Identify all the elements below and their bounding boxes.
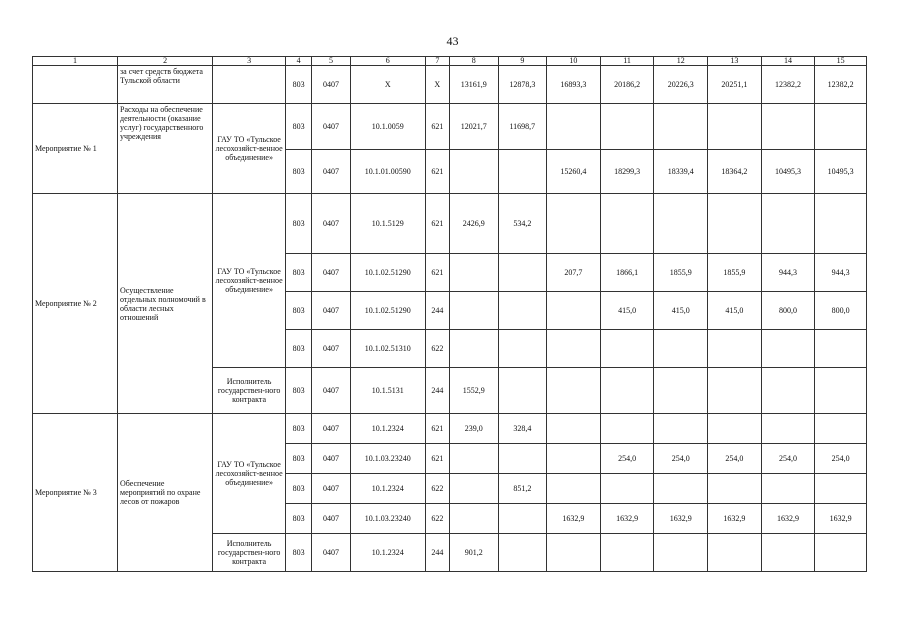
value-cell: 12021,7 — [449, 104, 498, 150]
value-cell: 1632,9 — [600, 504, 654, 534]
value-cell: 1632,9 — [761, 504, 815, 534]
value-cell — [654, 368, 708, 414]
value-cell — [654, 534, 708, 572]
column-header: 13 — [708, 57, 762, 66]
value-cell — [815, 368, 867, 414]
value-cell — [449, 292, 498, 330]
value-cell — [815, 534, 867, 572]
event3-executor-cell: ГАУ ТО «Тульское лесохозяйст-венное объединение» — [213, 414, 286, 534]
cell-c7: 622 — [425, 330, 449, 368]
value-cell: 207,7 — [547, 254, 601, 292]
event1-name-cell: Мероприятие № 1 — [33, 104, 118, 194]
cell-c5: 0407 — [312, 504, 350, 534]
value-cell — [449, 504, 498, 534]
value-cell: 944,3 — [815, 254, 867, 292]
value-cell — [761, 194, 815, 254]
cell-c6: 10.1.5131 — [350, 368, 425, 414]
value-cell: 20251,1 — [708, 66, 762, 104]
column-header: 14 — [761, 57, 815, 66]
column-header: 2 — [118, 57, 213, 66]
column-header: 11 — [600, 57, 654, 66]
cell-c7: 621 — [425, 104, 449, 150]
event3-executor2-cell: Исполнитель государствен-ного контракта — [213, 534, 286, 572]
cell-c7: 244 — [425, 368, 449, 414]
cell-c5: 0407 — [312, 368, 350, 414]
event2-executor2-cell: Исполнитель государствен-ного контракта — [213, 368, 286, 414]
value-cell — [600, 330, 654, 368]
cell-c5: 0407 — [312, 444, 350, 474]
value-cell: 12382,2 — [761, 66, 815, 104]
cell-c5: 0407 — [312, 254, 350, 292]
page-number: 43 — [446, 34, 459, 48]
event3-name-cell: Мероприятие № 3 — [33, 414, 118, 572]
column-header: 6 — [350, 57, 425, 66]
value-cell: 18339,4 — [654, 150, 708, 194]
value-cell — [761, 104, 815, 150]
cell-c4: 803 — [286, 150, 312, 194]
value-cell: 1855,9 — [654, 254, 708, 292]
value-cell: 254,0 — [761, 444, 815, 474]
value-cell: 12382,2 — [815, 66, 867, 104]
cell-c7: 621 — [425, 444, 449, 474]
value-cell: 851,2 — [498, 474, 547, 504]
cell-c7: 621 — [425, 254, 449, 292]
value-cell: 10495,3 — [761, 150, 815, 194]
column-header: 10 — [547, 57, 601, 66]
cell-c6: 10.1.0059 — [350, 104, 425, 150]
cell-c6: 10.1.02.51290 — [350, 292, 425, 330]
value-cell — [498, 150, 547, 194]
cell-c7: 621 — [425, 414, 449, 444]
value-cell: 15260,4 — [547, 150, 601, 194]
value-cell — [708, 534, 762, 572]
cell-c6: 10.1.02.51310 — [350, 330, 425, 368]
table-row — [33, 194, 867, 254]
cell-c5: 0407 — [312, 150, 350, 194]
event2-name-cell: Мероприятие № 2 — [33, 194, 118, 414]
value-cell: 20226,3 — [654, 66, 708, 104]
event1-desc-cell: Расходы на обеспечение деятельности (оказание услуг) государственного учреждения — [118, 104, 213, 194]
event1-executor-cell: ГАУ ТО «Тульское лесохозяйст-венное объединение» — [213, 104, 286, 194]
column-header: 3 — [213, 57, 286, 66]
value-cell — [708, 414, 762, 444]
value-cell: 944,3 — [761, 254, 815, 292]
cell-c4: 803 — [286, 414, 312, 444]
value-cell — [547, 292, 601, 330]
value-cell — [654, 414, 708, 444]
cell-c4: 803 — [286, 194, 312, 254]
value-cell: 1552,9 — [449, 368, 498, 414]
value-cell — [547, 414, 601, 444]
value-cell: 2426,9 — [449, 194, 498, 254]
value-cell — [761, 534, 815, 572]
value-cell: 1866,1 — [600, 254, 654, 292]
value-cell: 415,0 — [654, 292, 708, 330]
cell-c7: 622 — [425, 474, 449, 504]
value-cell — [498, 444, 547, 474]
cell-c7: 622 — [425, 504, 449, 534]
cell-c4: 803 — [286, 66, 312, 104]
cell-c6: 10.1.2324 — [350, 534, 425, 572]
column-header: 1 — [33, 57, 118, 66]
value-cell — [708, 330, 762, 368]
cell-c6: Х — [350, 66, 425, 104]
value-cell — [547, 534, 601, 572]
value-cell — [654, 194, 708, 254]
value-cell: 12878,3 — [498, 66, 547, 104]
value-cell — [600, 474, 654, 504]
value-cell: 254,0 — [600, 444, 654, 474]
value-cell — [600, 414, 654, 444]
cell-c5: 0407 — [312, 414, 350, 444]
table-body — [33, 57, 867, 572]
cell-c4: 803 — [286, 254, 312, 292]
value-cell — [761, 368, 815, 414]
value-cell: 11698,7 — [498, 104, 547, 150]
event2-desc-cell: Осуществление отдельных полномочий в области лесных отношений — [118, 194, 213, 414]
cell-c6: 10.1.2324 — [350, 414, 425, 444]
value-cell: 18364,2 — [708, 150, 762, 194]
column-header: 8 — [449, 57, 498, 66]
cell-c4: 803 — [286, 104, 312, 150]
value-cell — [547, 104, 601, 150]
value-cell: 901,2 — [449, 534, 498, 572]
cell-c7: 244 — [425, 534, 449, 572]
value-cell: 13161,9 — [449, 66, 498, 104]
value-cell — [449, 254, 498, 292]
cell-c4: 803 — [286, 292, 312, 330]
value-cell — [761, 330, 815, 368]
value-cell — [547, 474, 601, 504]
cell-c4: 803 — [286, 444, 312, 474]
value-cell — [654, 474, 708, 504]
cell-c5: 0407 — [312, 104, 350, 150]
value-cell: 1632,9 — [815, 504, 867, 534]
value-cell: 254,0 — [708, 444, 762, 474]
value-cell — [815, 194, 867, 254]
value-cell — [815, 104, 867, 150]
value-cell — [708, 368, 762, 414]
value-cell — [761, 414, 815, 444]
value-cell — [547, 444, 601, 474]
column-header: 15 — [815, 57, 867, 66]
value-cell — [600, 194, 654, 254]
table-row — [33, 66, 867, 104]
cell-c4: 803 — [286, 330, 312, 368]
cell-c4: 803 — [286, 368, 312, 414]
value-cell — [547, 330, 601, 368]
cell-c4: 803 — [286, 504, 312, 534]
cell-c5: 0407 — [312, 66, 350, 104]
cell-c6: 10.1.2324 — [350, 474, 425, 504]
value-cell: 415,0 — [600, 292, 654, 330]
value-cell — [449, 330, 498, 368]
table-row — [33, 104, 867, 150]
header-row — [33, 57, 867, 66]
value-cell: 534,2 — [498, 194, 547, 254]
value-cell: 18299,3 — [600, 150, 654, 194]
cell-c5: 0407 — [312, 330, 350, 368]
cell-c6: 10.1.03.23240 — [350, 504, 425, 534]
value-cell — [498, 368, 547, 414]
event2-executor-cell: ГАУ ТО «Тульское лесохозяйст-венное объединение» — [213, 194, 286, 368]
budget-table — [32, 56, 867, 572]
value-cell — [600, 368, 654, 414]
cell-c7: 621 — [425, 150, 449, 194]
value-cell — [815, 414, 867, 444]
cell-c7: 621 — [425, 194, 449, 254]
value-cell — [600, 534, 654, 572]
value-cell — [654, 330, 708, 368]
value-cell: 1855,9 — [708, 254, 762, 292]
value-cell — [547, 368, 601, 414]
value-cell — [815, 474, 867, 504]
value-cell: 1632,9 — [654, 504, 708, 534]
cell-c4: 803 — [286, 534, 312, 572]
value-cell: 239,0 — [449, 414, 498, 444]
cell-c6: 10.1.02.51290 — [350, 254, 425, 292]
cell-c5: 0407 — [312, 292, 350, 330]
column-header: 9 — [498, 57, 547, 66]
event3-desc-cell: Обеспечение мероприятий по охране лесов от пожаров — [118, 414, 213, 572]
cell-c6: 10.1.5129 — [350, 194, 425, 254]
value-cell — [498, 330, 547, 368]
value-cell — [498, 254, 547, 292]
value-cell — [708, 474, 762, 504]
cell-c5: 0407 — [312, 534, 350, 572]
column-header: 12 — [654, 57, 708, 66]
funding-source-cell: за счет средств бюджета Тульской области — [118, 66, 213, 104]
value-cell — [815, 330, 867, 368]
value-cell — [498, 534, 547, 572]
value-cell: 1632,9 — [708, 504, 762, 534]
value-cell — [449, 444, 498, 474]
value-cell — [498, 292, 547, 330]
cell-c4: 803 — [286, 474, 312, 504]
cell-c7: 244 — [425, 292, 449, 330]
table-row — [33, 414, 867, 444]
cell-c6: 10.1.01.00590 — [350, 150, 425, 194]
value-cell — [761, 474, 815, 504]
value-cell — [449, 150, 498, 194]
cell-empty — [33, 66, 118, 104]
value-cell — [600, 104, 654, 150]
value-cell — [498, 504, 547, 534]
value-cell: 328,4 — [498, 414, 547, 444]
value-cell: 254,0 — [654, 444, 708, 474]
value-cell: 10495,3 — [815, 150, 867, 194]
value-cell — [449, 474, 498, 504]
cell-c5: 0407 — [312, 194, 350, 254]
value-cell: 254,0 — [815, 444, 867, 474]
column-header: 5 — [312, 57, 350, 66]
cell-c7: Х — [425, 66, 449, 104]
cell-empty — [213, 66, 286, 104]
value-cell — [708, 194, 762, 254]
value-cell: 800,0 — [761, 292, 815, 330]
value-cell: 20186,2 — [600, 66, 654, 104]
value-cell: 415,0 — [708, 292, 762, 330]
value-cell — [547, 194, 601, 254]
column-header: 7 — [425, 57, 449, 66]
value-cell — [708, 104, 762, 150]
cell-c5: 0407 — [312, 474, 350, 504]
value-cell — [654, 104, 708, 150]
column-header: 4 — [286, 57, 312, 66]
value-cell: 1632,9 — [547, 504, 601, 534]
value-cell: 800,0 — [815, 292, 867, 330]
cell-c6: 10.1.03.23240 — [350, 444, 425, 474]
value-cell: 16893,3 — [547, 66, 601, 104]
